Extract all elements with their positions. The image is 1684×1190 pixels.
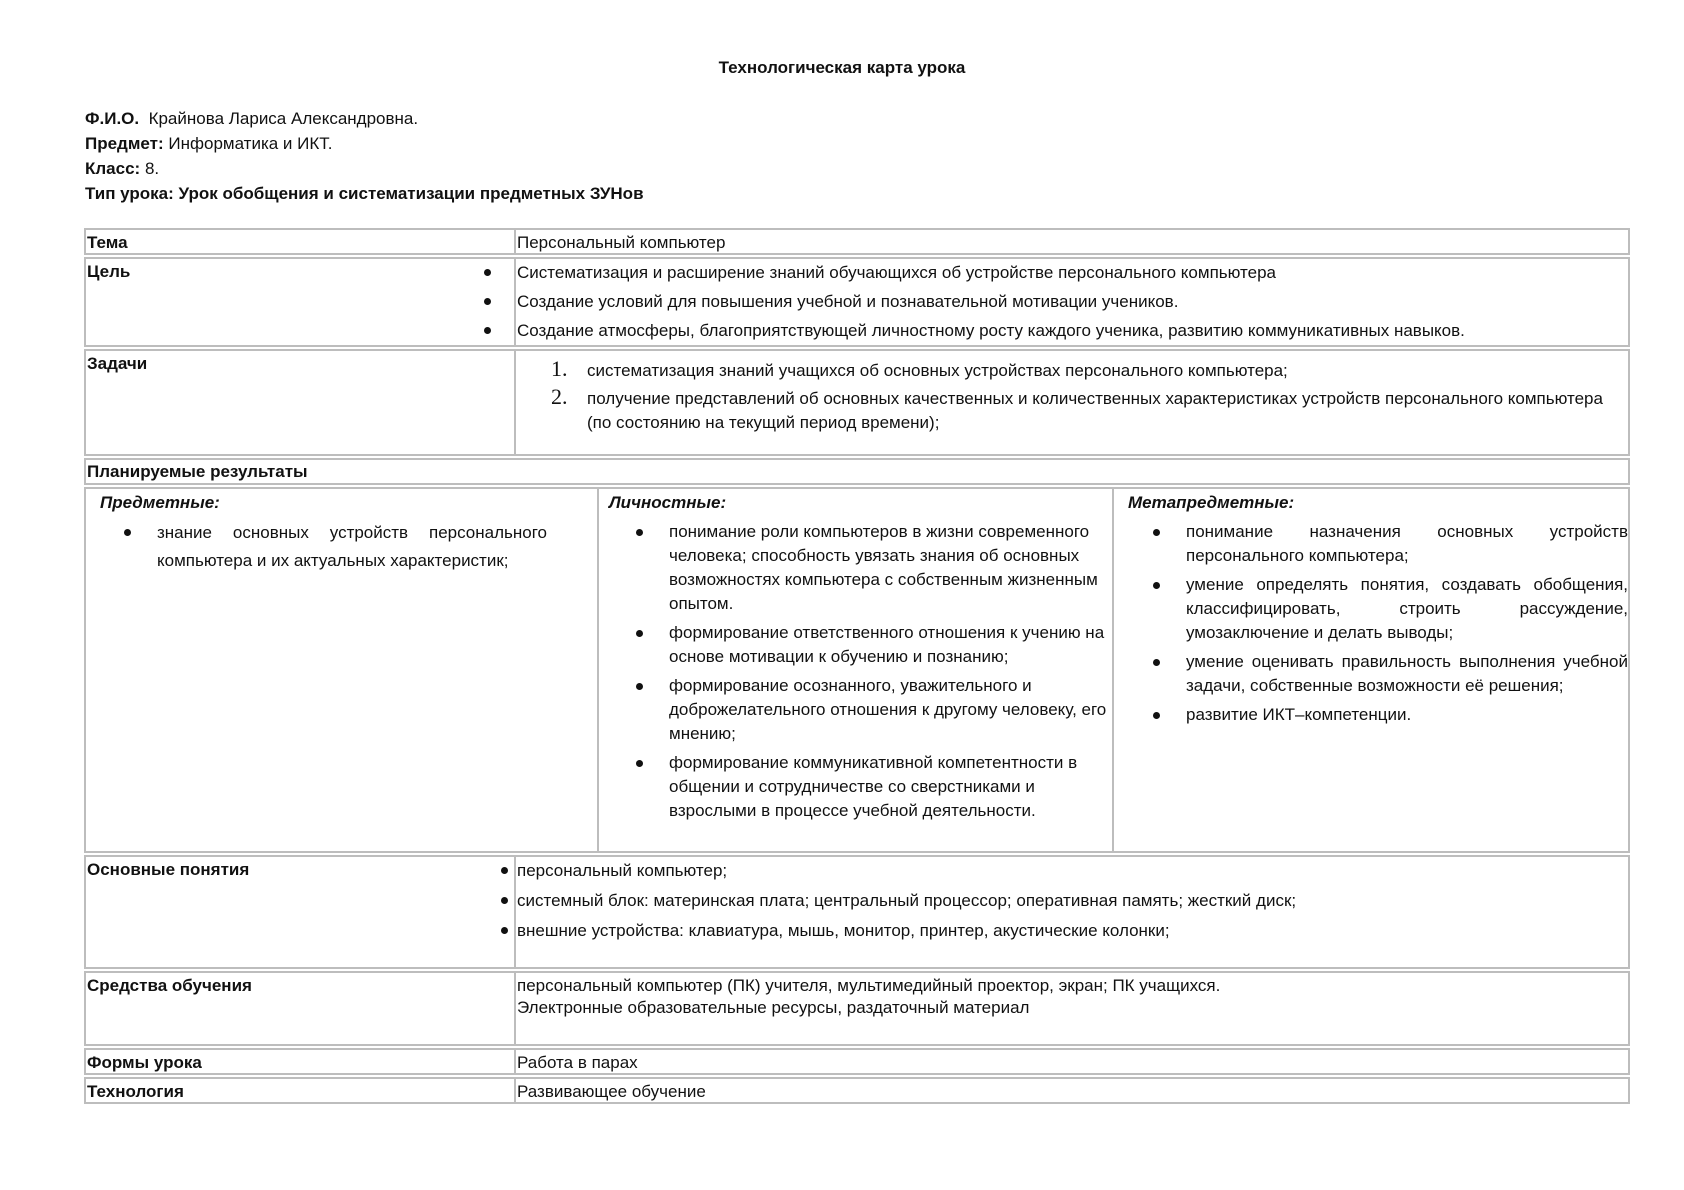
list-item-text: системный блок: материнская плата; центральный процессор; оперативная память; жесткий диск; bbox=[517, 891, 1297, 910]
list-item bbox=[1186, 703, 1628, 727]
list-item-text: умение оценивать правильность выполнения учебной задачи, собственные возможности её решения; bbox=[1186, 652, 1628, 695]
forms-value: Работа в парах bbox=[517, 1053, 638, 1072]
lesson-table bbox=[84, 228, 1630, 1106]
list-item bbox=[1186, 573, 1628, 645]
list-number: 1. bbox=[551, 356, 568, 381]
list-item-text: умение определять понятия, создавать обобщения, классифицировать, строить рассуждение, умозаключение и делать выводы; bbox=[1186, 575, 1628, 642]
list-item bbox=[669, 520, 1108, 616]
results-meta-heading: Метапредметные: bbox=[1128, 493, 1295, 512]
list-item bbox=[551, 356, 1628, 383]
bullet-icon bbox=[636, 760, 643, 767]
bullet-icon bbox=[484, 298, 491, 305]
bullet-icon bbox=[1153, 582, 1160, 589]
tools-line-1: персональный компьютер (ПК) учителя, мультимедийный проектор, экран; ПК учащихся. bbox=[517, 976, 1221, 995]
results-personal-list bbox=[609, 520, 1108, 823]
list-item-text: внешние устройства: клавиатура, мышь, монитор, принтер, акустические колонки; bbox=[517, 921, 1170, 940]
list-item-text: получение представлений об основных качественных и количественных характеристиках устройств персонального компьютера (по состоянию на текущий период времени); bbox=[587, 389, 1603, 432]
teacher-label: Ф.И.О. bbox=[85, 109, 140, 128]
list-item-text: формирование ответственного отношения к учению на основе мотивации к обучению и познанию; bbox=[669, 623, 1105, 666]
list-item-text: знание основных устройств персонального компьютера и их актуальных характеристик; bbox=[157, 523, 547, 570]
list-item bbox=[517, 919, 1628, 943]
list-number: 2. bbox=[551, 384, 568, 409]
list-item-text: Создание условий для повышения учебной и познавательной мотивации учеников. bbox=[517, 292, 1179, 311]
class-line bbox=[85, 156, 644, 181]
results-subject-list bbox=[100, 519, 547, 575]
results-subject-col bbox=[86, 489, 599, 851]
list-item bbox=[1186, 520, 1628, 568]
list-item bbox=[1186, 650, 1628, 698]
results-personal-heading: Личностные: bbox=[609, 493, 727, 512]
bullet-icon bbox=[501, 897, 508, 904]
topic-value: Персональный компьютер bbox=[517, 233, 726, 252]
forms-label: Формы урока bbox=[86, 1050, 516, 1073]
results-subject-heading: Предметные: bbox=[100, 493, 220, 512]
list-item bbox=[157, 519, 547, 575]
subject-label: Предмет: bbox=[85, 134, 164, 153]
bullet-icon bbox=[636, 630, 643, 637]
list-item-text: персональный компьютер; bbox=[517, 861, 728, 880]
row-goal bbox=[84, 257, 1630, 347]
row-results bbox=[84, 487, 1630, 853]
lesson-type-line bbox=[85, 181, 644, 206]
list-item-text: Создание атмосферы, благоприятствующей личностному росту каждого ученика, развитию коммуникативных навыков. bbox=[517, 321, 1465, 340]
concepts-list bbox=[517, 859, 1628, 943]
class-value: 8. bbox=[144, 159, 160, 178]
results-label: Планируемые результаты bbox=[87, 462, 308, 481]
teacher-line bbox=[85, 106, 644, 131]
list-item bbox=[517, 261, 1628, 285]
list-item-text: формирование осознанного, уважительного и доброжелательного отношения к другому человеку, его мнению; bbox=[669, 676, 1107, 743]
goal-label: Цель bbox=[86, 259, 516, 345]
list-item bbox=[669, 751, 1108, 823]
page-title: Технологическая карта урока bbox=[718, 58, 966, 77]
list-item-text: понимание назначения основных устройств персонального компьютера; bbox=[1186, 522, 1628, 565]
bullet-icon bbox=[484, 269, 491, 276]
tasks-cell bbox=[516, 351, 1628, 454]
list-item bbox=[551, 384, 1628, 435]
technology-label: Технология bbox=[86, 1079, 516, 1102]
subject-line bbox=[85, 131, 644, 156]
tasks-list bbox=[517, 353, 1628, 435]
list-item-text: Систематизация и расширение знаний обучающихся об устройстве персонального компьютера bbox=[517, 263, 1276, 282]
goal-cell bbox=[516, 259, 1628, 345]
topic-label: Тема bbox=[86, 230, 516, 253]
concepts-cell bbox=[516, 857, 1628, 967]
row-concepts bbox=[84, 855, 1630, 969]
bullet-icon bbox=[636, 683, 643, 690]
class-label: Класс: bbox=[85, 159, 141, 178]
list-item bbox=[669, 621, 1108, 669]
tasks-label: Задачи bbox=[86, 351, 516, 454]
bullet-icon bbox=[1153, 529, 1160, 536]
tools-cell bbox=[516, 973, 1628, 1044]
concepts-label: Основные понятия bbox=[86, 857, 516, 967]
results-meta-list bbox=[1128, 520, 1628, 727]
row-results-header bbox=[84, 458, 1630, 485]
bullet-icon bbox=[501, 867, 508, 874]
lesson-meta bbox=[85, 106, 644, 206]
technology-value: Развивающее обучение bbox=[517, 1082, 706, 1101]
bullet-icon bbox=[501, 927, 508, 934]
list-item bbox=[517, 290, 1628, 314]
bullet-icon bbox=[1153, 712, 1160, 719]
subject-value: Информатика и ИКТ. bbox=[168, 134, 333, 153]
bullet-icon bbox=[484, 327, 491, 334]
goal-list bbox=[517, 261, 1628, 343]
tools-label: Средства обучения bbox=[86, 973, 516, 1044]
tools-line-2: Электронные образовательные ресурсы, раздаточный материал bbox=[517, 998, 1030, 1017]
teacher-value: Крайнова Лариса Александровна. bbox=[148, 109, 419, 128]
list-item-text: систематизация знаний учащихся об основных устройствах персонального компьютера; bbox=[587, 361, 1288, 380]
row-technology bbox=[84, 1077, 1630, 1104]
list-item-text: формирование коммуникативной компетентности в общении и сотрудничестве со сверстниками и взрослыми в процессе учебной деятельности. bbox=[669, 753, 1078, 820]
list-item bbox=[517, 319, 1628, 343]
lesson-type-value: Урок обобщения и систематизации предметных ЗУНов bbox=[178, 184, 644, 203]
row-topic bbox=[84, 228, 1630, 255]
row-tools bbox=[84, 971, 1630, 1046]
row-tasks bbox=[84, 349, 1630, 456]
bullet-icon bbox=[636, 529, 643, 536]
list-item-text: понимание роли компьютеров в жизни современного человека; способность увязать знания об основных возможностях компьютера с собственным жизненным опытом. bbox=[669, 522, 1098, 613]
list-item bbox=[517, 859, 1628, 883]
bullet-icon bbox=[124, 529, 131, 536]
row-forms bbox=[84, 1048, 1630, 1075]
list-item-text: развитие ИКТ–компетенции. bbox=[1186, 705, 1412, 724]
results-meta-col bbox=[1114, 489, 1628, 851]
list-item bbox=[669, 674, 1108, 746]
lesson-type-label: Тип урока: bbox=[85, 184, 174, 203]
list-item bbox=[517, 889, 1628, 913]
bullet-icon bbox=[1153, 659, 1160, 666]
results-personal-col bbox=[599, 489, 1114, 851]
